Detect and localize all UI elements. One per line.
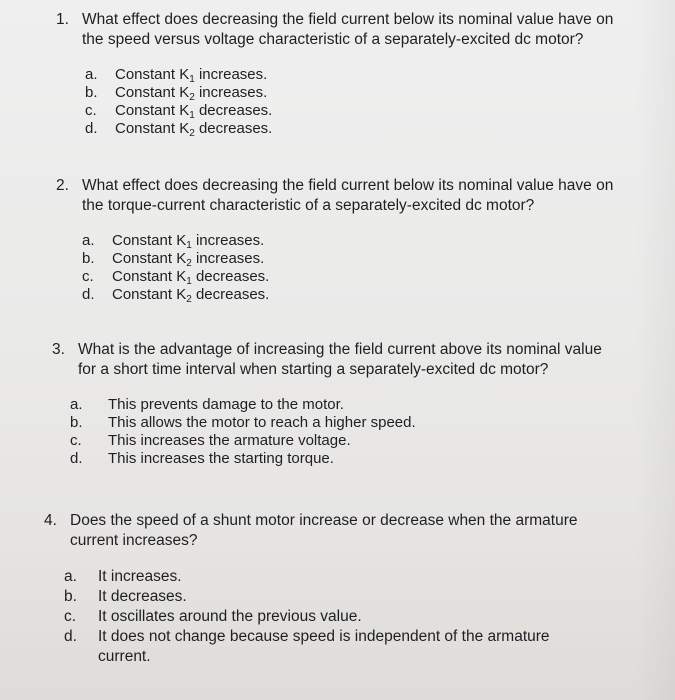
option-text: Constant $K_1$ decreases. [112,268,270,287]
option-letter: d. [82,286,95,303]
option-letter: a. [70,396,83,413]
option-text: This prevents damage to the motor. [108,396,344,413]
question-3-header [52,340,618,380]
question-2-header [56,176,622,216]
question-1 [56,10,622,138]
answer-options [82,232,622,304]
option-letter: a. [64,568,77,585]
question-text: What effect does decreasing the field current below its nominal value have on the speed versus voltage characteristic of a separately-excited dc motor? [82,11,614,48]
option-letter: b. [64,588,77,605]
option-letter: c. [82,268,94,285]
option-text: Constant $K_1$ increases. [112,232,265,251]
option-text: It decreases. [98,588,187,605]
question-number: 3. [52,341,65,358]
question-text: What is the advantage of increasing the field current above its nominal value for a short time interval when starting a separately-excited dc motor? [78,341,602,378]
answer-option-b[interactable] [64,587,610,607]
page-shadow [635,0,675,700]
question-text: What effect does decreasing the field current below its nominal value have on the torque-current characteristic of a separately-excited dc motor? [82,177,614,214]
answer-option-d[interactable] [70,450,618,468]
answer-option-b[interactable] [70,414,618,432]
question-number: 1. [56,11,69,28]
option-text: Constant $K_2$ increases. [115,84,268,103]
option-text: Constant $K_1$ increases. [115,66,268,85]
option-text: It oscillates around the previous value. [98,608,362,625]
question-text: Does the speed of a shunt motor increase or decrease when the armature current increases? [70,512,578,549]
answer-option-c[interactable] [64,607,610,627]
answer-option-a[interactable] [85,66,622,84]
answer-options [70,396,618,468]
question-number: 4. [44,512,57,529]
option-text: Constant $K_1$ decreases. [115,102,273,121]
option-text: It increases. [98,568,182,585]
answer-option-b[interactable] [85,84,622,102]
question-4 [44,511,610,667]
answer-option-a[interactable] [64,567,610,587]
option-letter: d. [70,450,83,467]
option-text: This allows the motor to reach a higher speed. [108,414,416,431]
question-number: 2. [56,177,69,194]
answer-options [85,66,622,138]
option-letter: c. [85,102,97,119]
option-text: This increases the starting torque. [108,450,334,467]
option-text: This increases the armature voltage. [108,432,351,449]
option-text: It does not change because speed is independent of the armature current. [98,628,550,665]
question-1-header [56,10,622,50]
answer-option-a[interactable] [70,396,618,414]
answer-option-a[interactable] [82,232,622,250]
option-letter: b. [82,250,95,267]
option-letter: c. [70,432,82,449]
answer-option-d[interactable] [64,627,610,667]
option-letter: b. [85,84,98,101]
option-text: Constant $K_2$ decreases. [112,286,270,305]
answer-option-c[interactable] [82,268,622,286]
answer-option-d[interactable] [82,286,622,304]
option-letter: a. [85,66,98,83]
answer-option-b[interactable] [82,250,622,268]
question-2 [56,176,622,304]
question-3 [52,340,618,468]
answer-option-d[interactable] [85,120,622,138]
answer-option-c[interactable] [70,432,618,450]
option-letter: d. [64,628,77,645]
answer-options [64,567,610,667]
answer-option-c[interactable] [85,102,622,120]
option-letter: d. [85,120,98,137]
option-text: Constant $K_2$ decreases. [115,120,273,139]
option-letter: a. [82,232,95,249]
question-4-header [44,511,610,551]
option-letter: b. [70,414,83,431]
option-letter: c. [64,608,77,625]
option-text: Constant $K_2$ increases. [112,250,265,269]
